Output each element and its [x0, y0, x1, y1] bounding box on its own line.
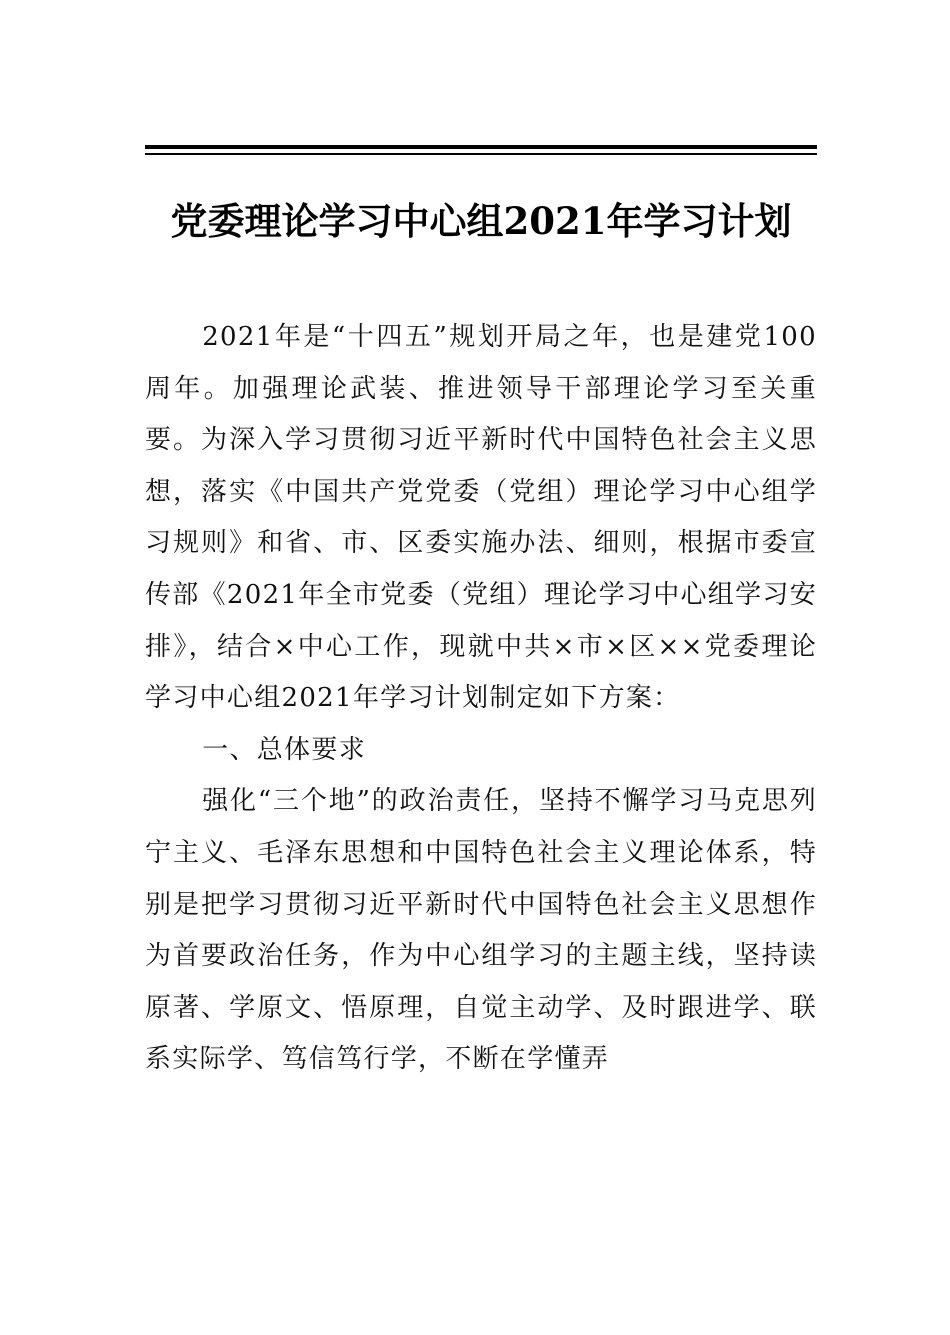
- header-rule-thick: [145, 145, 817, 149]
- general-requirements-paragraph: 强化“三个地”的政治责任，坚持不懈学习马克思列宁主义、毛泽东思想和中国特色社会主义理论体系，特别是把学习贯彻习近平新时代中国特色社会主义思想作为首要政治任务，作为中心组学习的主题主线，坚持读原著、学原文、悟原理，自觉主动学、及时跟进学、联系实际学、笃信笃行学，不断在学懂弄: [145, 786, 817, 1075]
- header-rule-thin: [145, 153, 817, 155]
- section-heading-general-requirements: 一、总体要求: [202, 734, 366, 765]
- document-title: 党委理论学习中心组2021年学习计划: [170, 199, 792, 243]
- intro-paragraph: 2021年是“十四五”规划开局之年，也是建党100周年。加强理论武装、推进领导干部理论学习至关重要。为深入学习贯彻习近平新时代中国特色社会主义思想，落实《中国共产党党委（党组）理论学习中心组学习规则》和省、市、区委实施办法、细则，根据市委宣传部《2021年全市党委（党组）理论学习中心组学习安排》，结合×中心工作，现就中共×市×区××党委理论学习中心组2021年学习计划制定如下方案：: [145, 322, 817, 714]
- document-body: [145, 312, 817, 1086]
